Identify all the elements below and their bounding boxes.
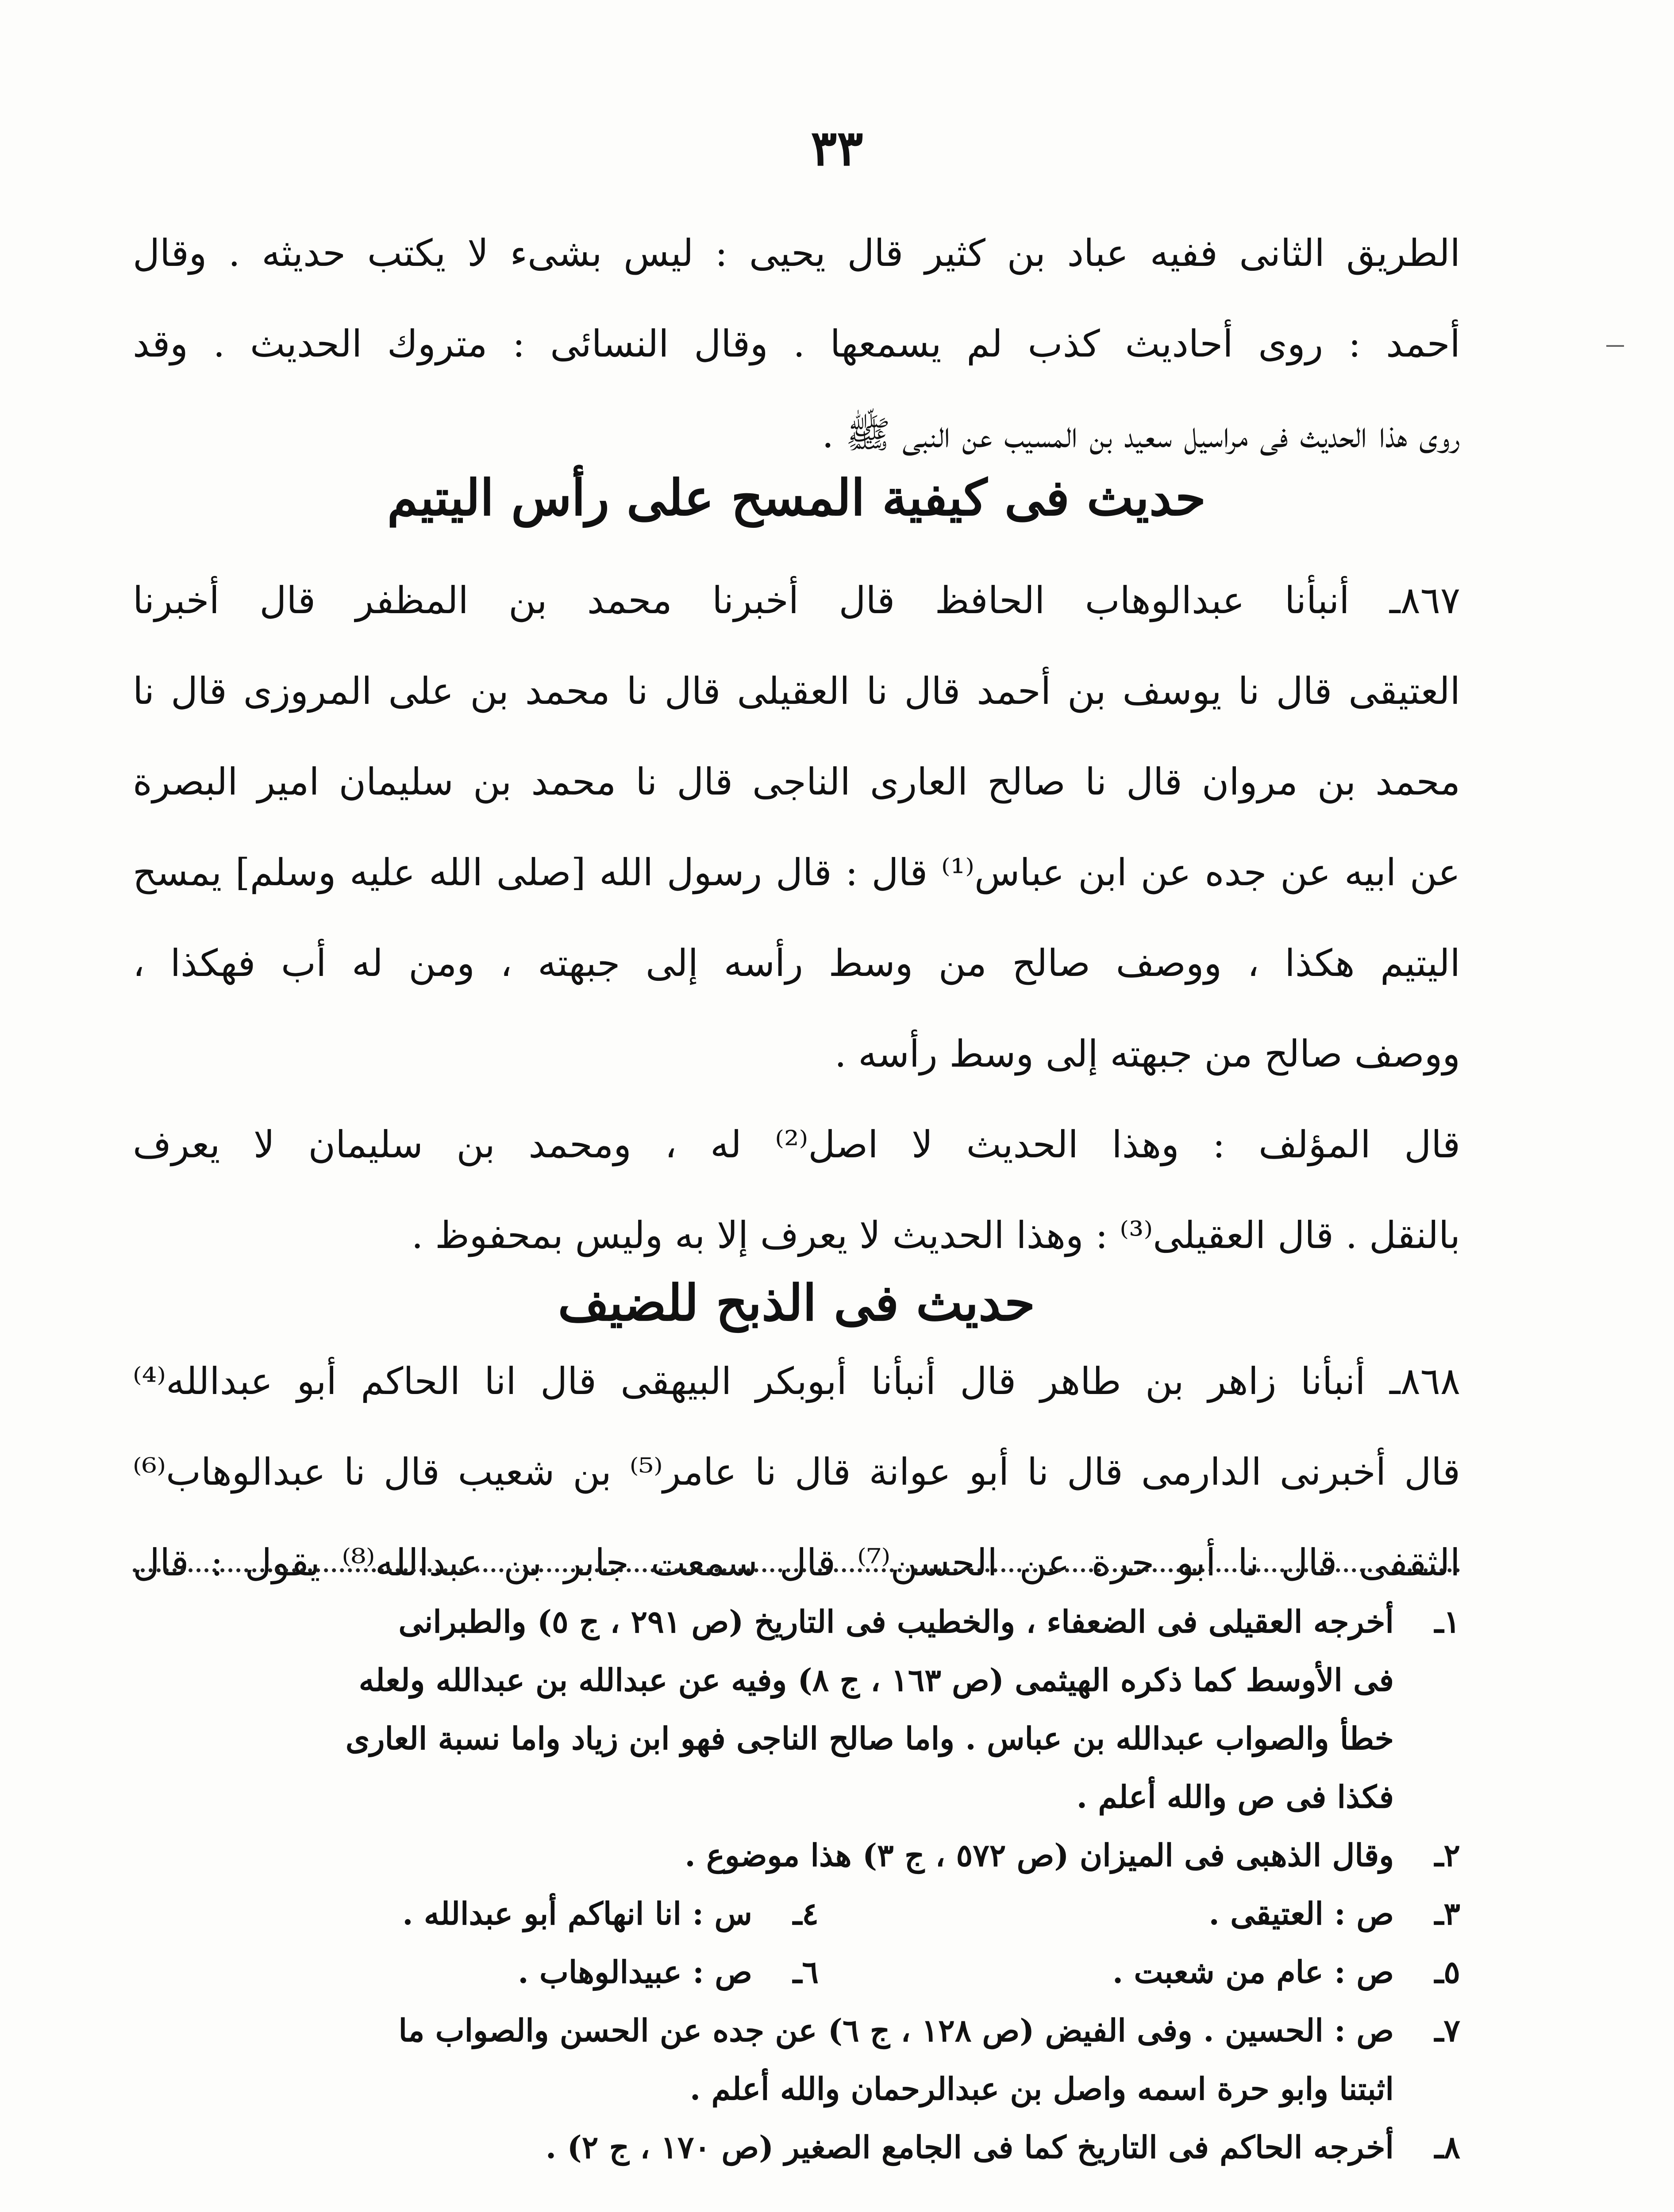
footnote-line: فكذا فى ص والله أعلم .: [1076, 1778, 1394, 1815]
footnote-number: ١ـ: [1434, 1603, 1460, 1640]
footnote: [133, 1826, 1460, 1885]
text-line: أحمد : روى أحاديث كذب لم يسمعها . وقال النسائى : متروك الحديث . وقد: [133, 322, 1460, 365]
page-number: ٣٣: [811, 119, 863, 177]
text-line: اليتيم هكذا ، ووصف صالح من وسط رأسه إلى جبهته ، ومن له أب فهكذا ،: [133, 941, 1460, 985]
footnote-line: أخرجه الحاكم فى التاريخ كما فى الجامع الصغير (ص ١٧٠ ، ج ٢) .: [545, 2129, 1394, 2166]
footnote-number: ٧ـ: [1434, 2012, 1460, 2049]
footnote-line: وقال الذهبى فى الميزان (ص ٥٧٢ ، ج ٣) هذا موضوع .: [685, 1837, 1394, 1874]
footnote: [177, 1943, 819, 2001]
footnote-line: ص : الحسين . وفى الفيض (ص ١٢٨ ، ج ٦) عن جده عن الحسن والصواب ما: [398, 2012, 1394, 2049]
footnote-number: ٣ـ: [1434, 1895, 1460, 1932]
author-comment: [133, 1099, 1460, 1281]
footnote: [819, 1885, 1460, 1943]
footnotes: [133, 1593, 1460, 2177]
hadith-868: [133, 1336, 1460, 1608]
text-line: ووصف صالح من جبهته إلى وسط رأسه .: [834, 1032, 1460, 1075]
footnote-line: أخرجه العقيلى فى الضعفاء ، والخطيب فى التاريخ (ص ٢٩١ ، ج ٥) والطبرانى: [398, 1603, 1394, 1640]
text-line: قال أخبرنى الدارمى قال نا أبو عوانة قال نا عامر⁽⁵⁾ بن شعيب قال نا عبدالوهاب⁽⁶⁾: [133, 1450, 1460, 1494]
footnote: [133, 2118, 1460, 2177]
footnote-line: خطأ والصواب عبدالله بن عباس . واما صالح الناجى فهو ابن زياد واما نسبة العارى: [345, 1720, 1394, 1757]
text-line: بالنقل . قال العقيلى⁽³⁾ : وهذا الحديث لا يعرف إلا به وليس بمحفوظ .: [411, 1214, 1460, 1257]
margin-mark: [1606, 345, 1624, 347]
text-line: ٨٦٨ـ أنبأنا زاهر بن طاهر قال أنبأنا أبوبكر البيهقى قال انا الحاكم أبو عبدالله⁽⁴⁾: [133, 1359, 1460, 1403]
footnote: [819, 1943, 1460, 2001]
text-line: محمد بن مروان قال نا صالح العارى الناجى قال نا محمد بن سليمان امير البصرة: [133, 760, 1460, 803]
footnote-number: ٦ـ: [793, 1954, 819, 1990]
text-line: عن ابيه عن جده عن ابن عباس⁽¹⁾ قال : قال رسول الله [صلى الله عليه وسلم] يمسح: [133, 851, 1460, 894]
footnote-number: ٨ـ: [1434, 2129, 1460, 2166]
footnote: [133, 2001, 1460, 2118]
footnote-line: ص : عبيدالوهاب .: [518, 1954, 752, 1990]
text-line: الطريق الثانى ففيه عباد بن كثير قال يحيى : ليس بشىء لا يكتب حديثه . وقال: [133, 231, 1460, 275]
intro-paragraph: [133, 208, 1460, 480]
section-heading: حديث فى كيفية المسح على رأس اليتيم: [387, 469, 1206, 527]
footnote-number: ٢ـ: [1434, 1837, 1460, 1874]
footnote-line: ص : عام من شعبت .: [1112, 1954, 1394, 1990]
footnote-separator: [133, 1568, 1460, 1572]
section-heading: حديث فى الذبح للضيف: [558, 1274, 1035, 1332]
footnote-line: س : انا انهاكم أبو عبدالله .: [402, 1895, 752, 1932]
hadith-867: [133, 555, 1460, 1099]
footnote-row: [133, 1885, 1460, 1943]
text-line: ٨٦٧ـ أنبأنا عبدالوهاب الحافظ قال أخبرنا محمد بن المظفر قال أخبرنا: [133, 579, 1460, 622]
footnote: [133, 1593, 1460, 1826]
footnote-line: اثبتنا وابو حرة اسمه واصل بن عبدالرحمان والله أعلم .: [689, 2070, 1394, 2107]
text-line: الثقفى قال نا أبو حرة عن الحسن⁽⁷⁾ قال سمعت جابر بن عبدالله⁽⁸⁾ يقول : قال: [133, 1541, 1460, 1584]
text-line: روى هذا الحديث فى مراسيل سعيد بن المسيب عن النبى ﷺ .: [822, 413, 1460, 456]
footnote: [177, 1885, 819, 1943]
footnote-line: فى الأوسط كما ذكره الهيثمى (ص ١٦٣ ، ج ٨) وفيه عن عبدالله بن عبدالله ولعله: [358, 1662, 1394, 1698]
footnote-number: ٥ـ: [1434, 1954, 1460, 1990]
text-line: قال المؤلف : وهذا الحديث لا اصل⁽²⁾ له ، ومحمد بن سليمان لا يعرف: [133, 1123, 1460, 1166]
footnote-line: ص : العتيقى .: [1208, 1895, 1394, 1932]
footnote-number: ٤ـ: [793, 1895, 819, 1932]
text-line: العتيقى قال نا يوسف بن أحمد قال نا العقيلى قال نا محمد بن على المروزى قال نا: [133, 669, 1460, 713]
footnote-row: [133, 1943, 1460, 2001]
